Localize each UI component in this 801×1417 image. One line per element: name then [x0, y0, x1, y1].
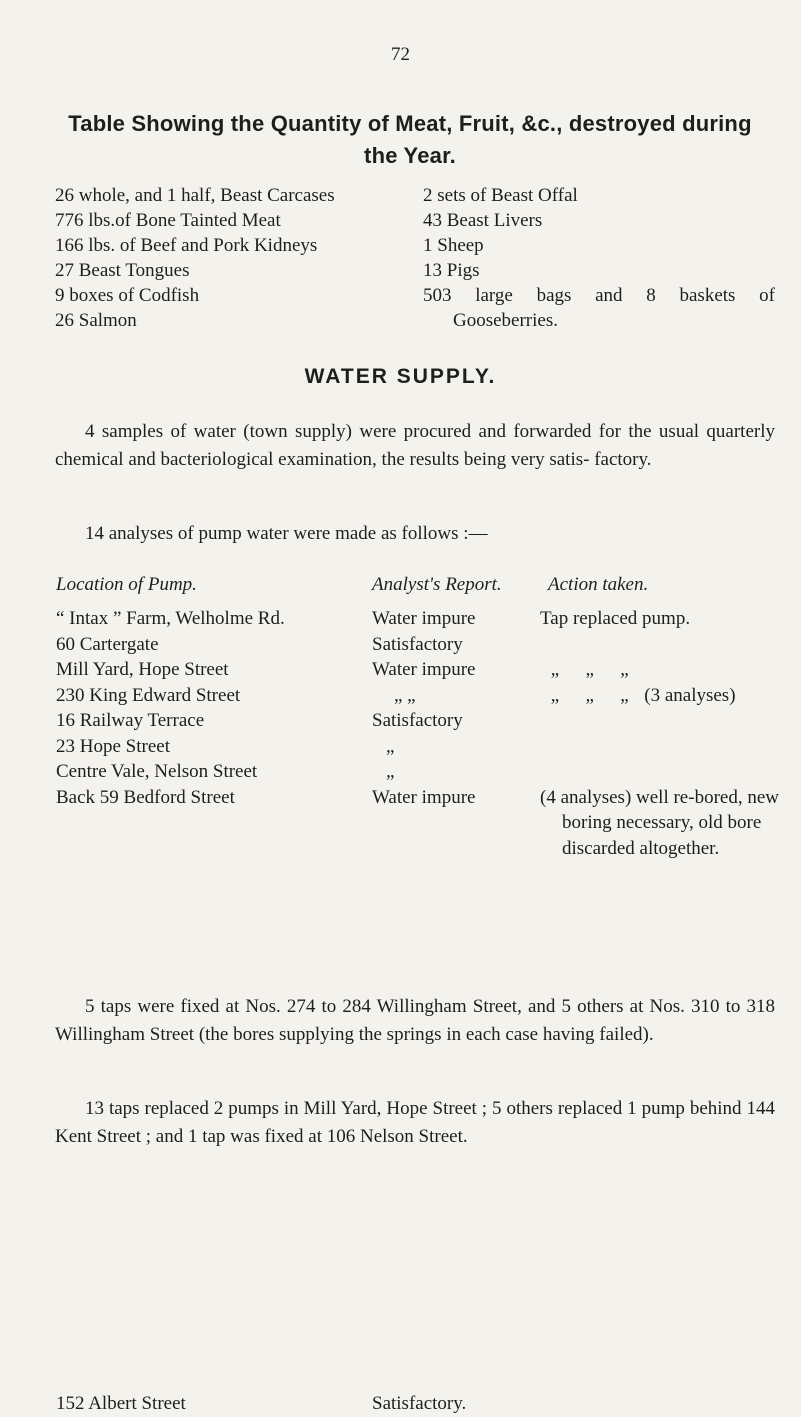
table-cell: Satisfactory: [372, 633, 463, 655]
list-item: 43 Beast Livers: [423, 210, 543, 231]
column-header-report: Analyst's Report.: [372, 574, 502, 595]
action-line: discarded altogether.: [562, 837, 720, 859]
table-cell: “ Intax ” Farm, Welholme Rd.: [56, 608, 285, 629]
paragraph-pump-analyses: [55, 520, 775, 548]
table-cell-multiline: [540, 785, 780, 859]
table-cell-empty: [540, 734, 780, 760]
word: bags: [536, 285, 572, 306]
ditto-mark: „: [585, 659, 594, 680]
table-cell-empty: [540, 708, 780, 734]
list-item: 2 sets of Beast Offal: [423, 185, 578, 206]
table-cell-empty: [540, 632, 780, 658]
list-item: 26 Salmon: [55, 310, 137, 331]
paragraph-text: 4 samples of water (town supply) were procured and forwarded for the usual quarterly chemical and bacteriological examination, the results being very satis- factory.: [55, 421, 775, 470]
list-item: 1 Sheep: [423, 235, 484, 256]
word: 503: [423, 285, 452, 306]
word: of: [759, 285, 775, 306]
paragraph-taps-fixed: [55, 993, 775, 1049]
paragraph-text: 13 taps replaced 2 pumps in Mill Yard, Hope Street ; 5 others replaced 1 pump behind 144 Kent Street ; and 1 tap was fixed at 106 Nelson Street.: [55, 1098, 775, 1147]
list-item: 166 lbs. of Beef and Pork Kidneys: [55, 235, 318, 256]
ditto-mark: „: [620, 659, 629, 680]
column-header-location: Location of Pump.: [56, 574, 197, 595]
paragraph-text: 5 taps were fixed at Nos. 274 to 284 Willingham Street, and 5 others at Nos. 310 to 318 Willingham Street (the bores supplying the springs in each case having failed).: [55, 996, 775, 1045]
paragraph-town-supply: [55, 418, 775, 474]
table-column-location: [56, 606, 356, 1414]
ditto-mark: „: [550, 659, 560, 680]
table-cell: 23 Hope Street: [56, 735, 170, 757]
table-cell: 230 King Edward Street: [56, 684, 241, 706]
table-cell: „: [386, 761, 395, 782]
action-line: (4 analyses) well re-bored, new: [540, 786, 779, 808]
list-item-continuation: Gooseberries.: [453, 310, 558, 331]
table-cell: 152 Albert Street: [56, 1393, 186, 1414]
column-header-action: Action taken.: [548, 574, 649, 595]
table-column-action: [540, 606, 780, 859]
table-cell: Water impure: [372, 659, 476, 680]
paragraph-text: 14 analyses of pump water were made as follows :—: [85, 523, 488, 544]
table-cell: Centre Vale, Nelson Street: [56, 761, 258, 782]
table-cell: 16 Railway Terrace: [56, 710, 205, 731]
list-item-gooseberries: [423, 283, 775, 308]
word: 8: [646, 285, 656, 306]
word: and: [595, 285, 623, 306]
ditto-mark: „: [620, 684, 629, 706]
table-cell: Satisfactory.: [372, 1393, 467, 1414]
table-cell: Water impure: [372, 608, 476, 629]
list-item: 13 Pigs: [423, 260, 480, 281]
table-cell: Back 59 Bedford Street: [56, 786, 235, 808]
table-cell: 60 Cartergate: [56, 633, 159, 655]
table-cell: Satisfactory: [372, 710, 463, 731]
word: baskets: [679, 285, 736, 306]
table-cell-ditto: [540, 657, 780, 683]
table-cell-empty: [540, 759, 780, 785]
ditto-mark: „: [585, 684, 594, 706]
table-cell: Water impure: [372, 786, 476, 808]
list-item: 776 lbs.of Bone Tainted Meat: [55, 210, 281, 231]
list-item: 26 whole, and 1 half, Beast Carcases: [55, 185, 335, 206]
table-column-report: [372, 606, 532, 1414]
list-item: 27 Beast Tongues: [55, 260, 190, 281]
list-item: 9 boxes of Codfish: [55, 285, 200, 306]
table-cell: „: [386, 735, 395, 757]
title-line-1: Table Showing the Quantity of Meat, Fruit, &c., destroyed during: [68, 111, 752, 136]
ditto-mark: „: [550, 684, 560, 706]
table-cell-ditto: [540, 683, 780, 709]
title-line-2: the Year.: [364, 143, 456, 168]
action-line: boring necessary, old bore: [562, 812, 762, 833]
water-supply-heading: WATER SUPPLY.: [304, 365, 497, 388]
paragraph-taps-replaced: [55, 1095, 775, 1151]
word: large: [475, 285, 513, 306]
table-cell-note: (3 analyses): [644, 684, 736, 706]
page-title: [60, 108, 760, 172]
destroyed-items-left: [55, 183, 385, 333]
table-cell: Tap replaced pump.: [540, 608, 691, 629]
destroyed-items-right: [423, 183, 775, 333]
page-number: 72: [391, 44, 410, 65]
table-cell: „ „: [394, 684, 416, 706]
table-cell: Mill Yard, Hope Street: [56, 659, 229, 680]
